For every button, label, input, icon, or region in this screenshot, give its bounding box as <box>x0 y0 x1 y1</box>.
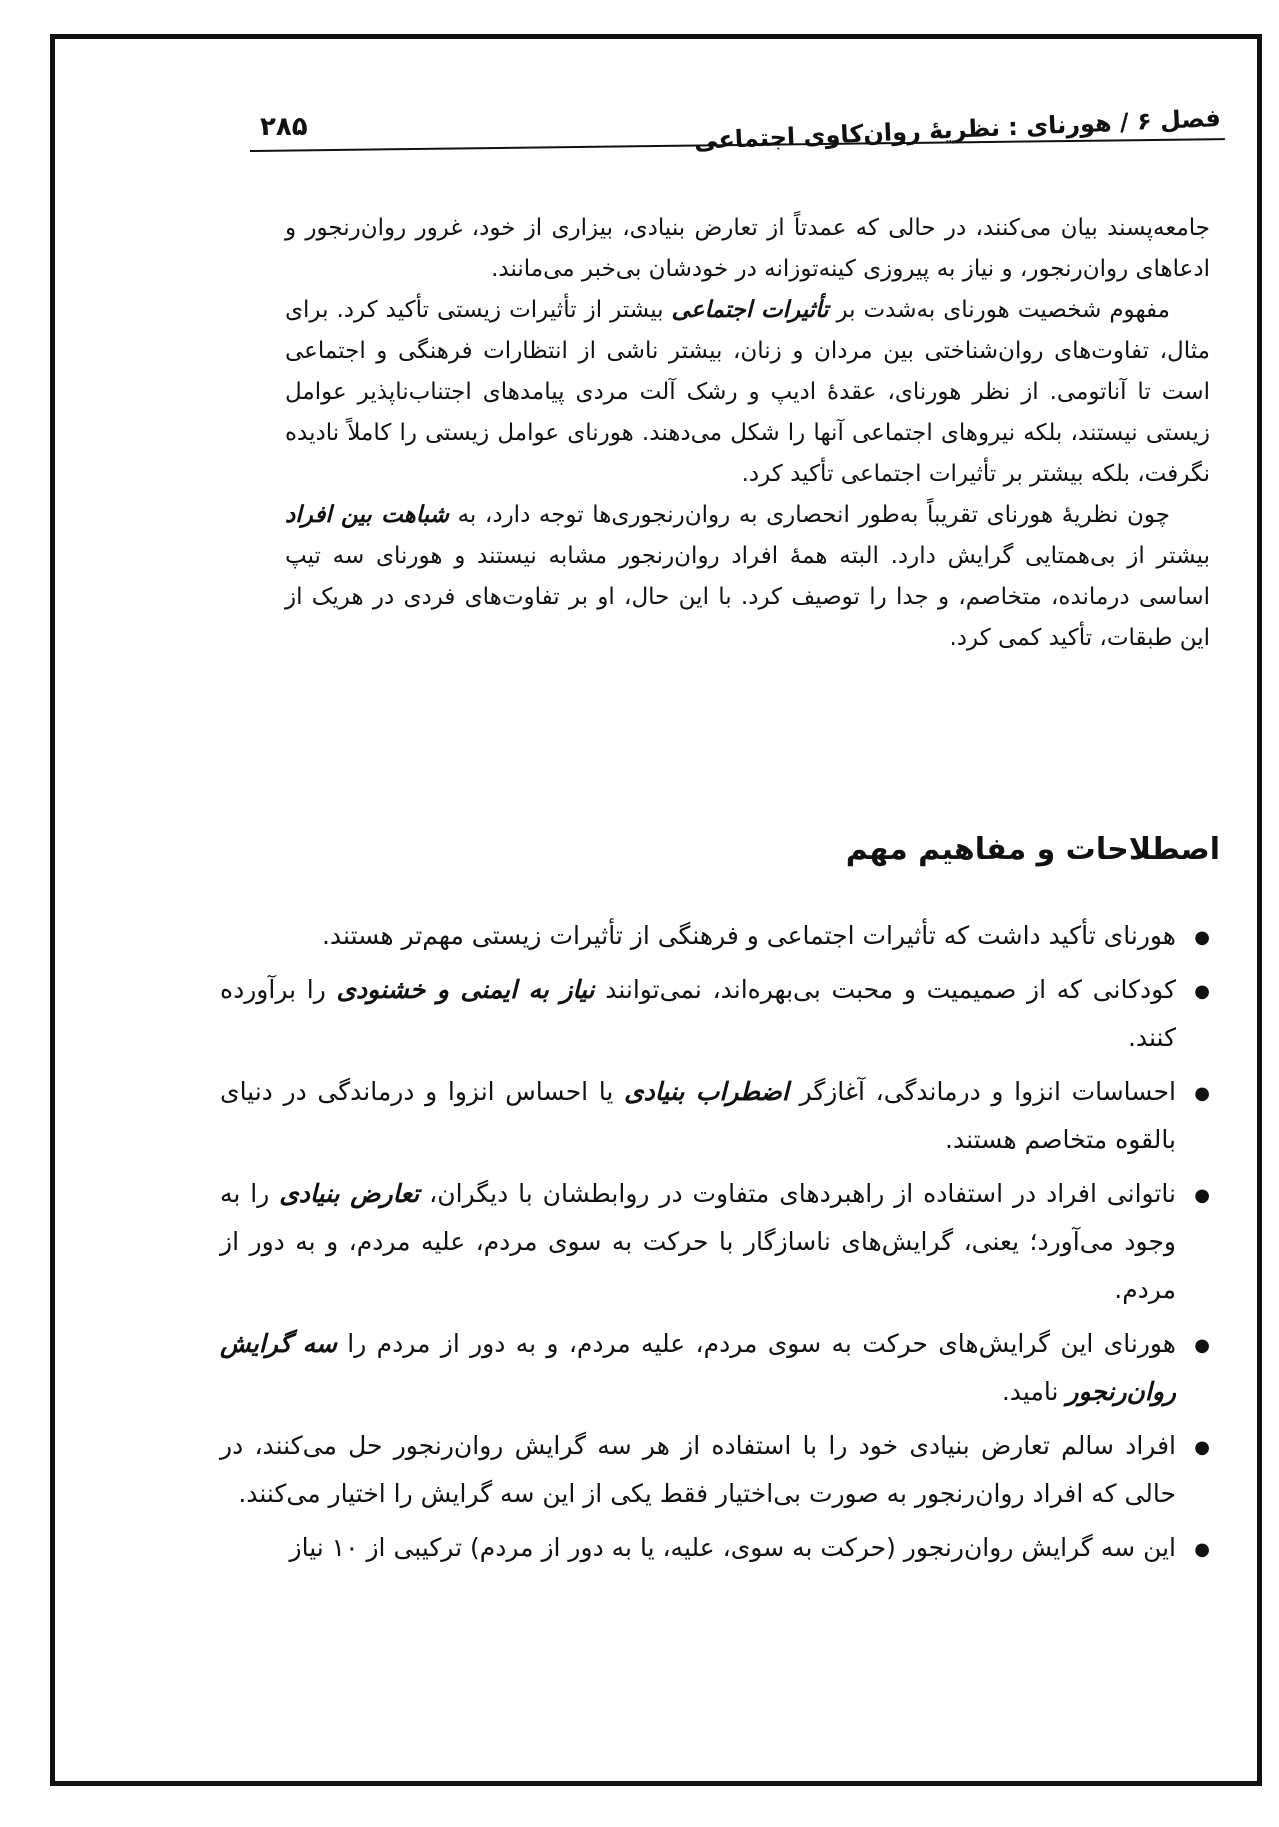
paragraph-3-text-b: بیشتر از بی‌همتایی گرایش دارد. البته همهٔ افراد روان‌رنجور مشابه نیستند و هورنای سه تیپ اساسی درمانده، متخاصم، و جدا را توصیف کرد. با این حال، او بر تفاوت‌های فردی در هریک از این طبقات، تأکید کمی کرد. <box>285 543 1210 651</box>
page-number: ۲۸۵ <box>260 112 308 142</box>
paragraph-2-emphasis: تأثیرات اجتماعی <box>671 297 829 323</box>
list-item-text: هورنای تأکید داشت که تأثیرات اجتماعی و فرهنگی از تأثیرات زیستی مهم‌تر هستند. <box>321 921 1176 950</box>
list-item-text-a: ناتوانی افراد در استفاده از راهبردهای متفاوت در روابطشان با دیگران، <box>419 1179 1176 1208</box>
page-header <box>250 100 1220 160</box>
list-item <box>220 1170 1210 1314</box>
list-item-emphasis: اضطراب بنیادی <box>624 1077 789 1106</box>
list-item <box>220 1320 1210 1416</box>
paragraph-2-text-a: مفهوم شخصیت هورنای به‌شدت بر <box>828 297 1170 323</box>
list-item-text-a: هورنای این گرایش‌های حرکت به سوی مردم، علیه مردم، و به دور از مردم را <box>336 1329 1176 1358</box>
paragraph-3 <box>285 495 1210 659</box>
list-item <box>220 1422 1210 1518</box>
paragraph-3-emphasis: شباهت بین افراد <box>285 502 450 528</box>
paragraph-2 <box>285 290 1210 495</box>
list-item-text: این سه گرایش روان‌رنجور (حرکت به سوی، علیه، یا به دور از مردم) ترکیبی از ۱۰ نیاز <box>289 1533 1176 1562</box>
paragraph-1: جامعه‌پسند بیان می‌کنند، در حالی که عمدتاً از تعارض بنیادی، بیزاری از خود، غرور روان‌رنجور و ادعاهای روان‌رنجور، و نیاز به پیروزی کینه‌توزانه در خودشان بی‌خبر می‌مانند. <box>285 215 1210 282</box>
list-item-text: افراد سالم تعارض بنیادی خود را با استفاده از هر سه گرایش روان‌رنجور حل می‌کنند، در حالی که افراد روان‌رنجور به صورت بی‌اختیار فقط یکی از این سه گرایش را اختیار می‌کنند. <box>220 1431 1176 1508</box>
body-text <box>285 208 1210 659</box>
list-item <box>220 966 1210 1062</box>
concept-list <box>220 912 1210 1578</box>
list-item <box>220 1524 1210 1572</box>
list-item-text-b: را برآورده کنند. <box>220 975 1176 1052</box>
paragraph-3-text-a: چون نظریهٔ هورنای تقریباً به‌طور انحصاری به روان‌رنجوری‌ها توجه دارد، به <box>449 502 1170 528</box>
section-title: اصطلاحات و مفاهیم مهم <box>845 832 1220 867</box>
list-item-text-a: احساسات انزوا و درماندگی، آغازگر <box>788 1077 1176 1106</box>
paragraph-2-text-b: بیشتر از تأثیرات زیستی تأکید کرد. برای مثال، تفاوت‌های روان‌شناختی بین مردان و زنان، بیشتر ناشی از انتظارات فرهنگی و اجتماعی است تا آناتومی. از نظر هورنای، عقدهٔ ادیپ و رشک آلت مردی پیامدهای اجتناب‌ناپذیر عوامل زیستی نیستند، بلکه نیروهای اجتماعی آنها را شکل می‌دهند. هورنای عوامل زیستی را کاملاً نادیده نگرفت، بلکه بیشتر بر تأثیرات اجتماعی تأکید کرد. <box>285 297 1210 487</box>
list-item-text-b: نامید. <box>1001 1377 1067 1406</box>
list-item-emphasis: نیاز به ایمنی و خشنودی <box>336 975 595 1004</box>
list-item-emphasis: سه گرایش روان‌رنجور <box>220 1329 1176 1406</box>
list-item-text-b: یا احساس انزوا و درماندگی در دنیای بالقوه متخاصم هستند. <box>220 1077 1176 1154</box>
list-item-emphasis: تعارض بنیادی <box>279 1179 420 1208</box>
list-item <box>220 912 1210 960</box>
running-head: فصل ۶ / هورنای : نظریهٔ روان‌کاوی اجتماعی <box>693 104 1222 155</box>
list-item-text-b: را به وجود می‌آورد؛ یعنی، گرایش‌های ناسازگار با حرکت به سوی مردم، علیه مردم، و به دور از مردم. <box>220 1179 1176 1304</box>
list-item <box>220 1068 1210 1164</box>
list-item-text-a: کودکانی که از صمیمیت و محبت بی‌بهره‌اند، نمی‌توانند <box>594 975 1176 1004</box>
